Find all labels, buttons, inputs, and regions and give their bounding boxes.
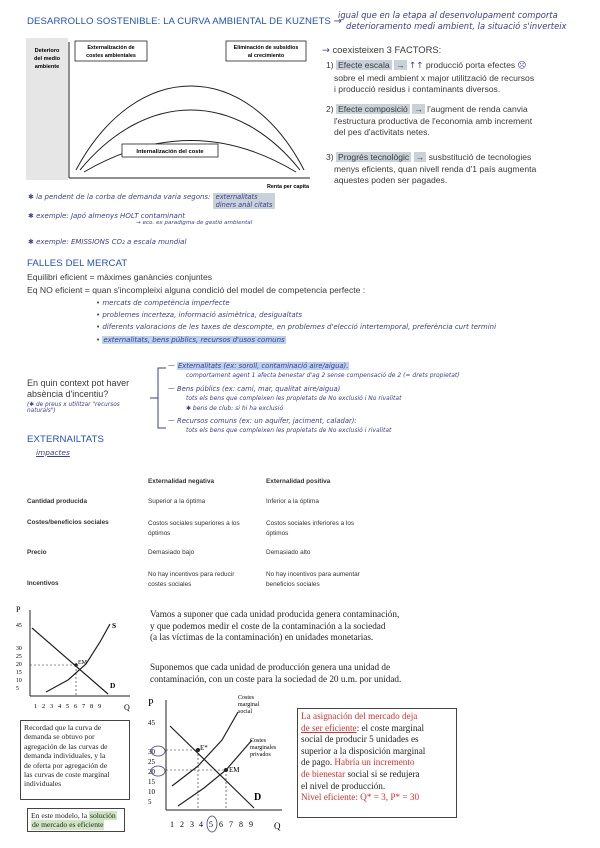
- market-bullets: [96, 297, 596, 346]
- graph-small-supply-line: [46, 624, 110, 692]
- graph-small-xtick: 1: [34, 703, 38, 710]
- externalities-handnote: impactes: [36, 448, 70, 457]
- kuznets-ylabel-3: ambiente: [34, 64, 60, 70]
- graph-small-ytick: 20: [16, 662, 22, 668]
- incentive-note: (✱ de preus x utilitzar "recursos naturals"): [27, 402, 120, 414]
- kuznets-ylabel-2: del medio: [33, 56, 61, 62]
- graph-small-xtick: 2: [42, 703, 46, 710]
- bullet-3: • externalitats, bens públics, recursos d'usos comuns: [96, 335, 285, 344]
- incentive-question: En quin context pot haver absència d'incentiu?: [27, 378, 130, 399]
- incentive-bracket: [146, 362, 170, 434]
- factor-2: 2) Efecte composició → l'augment de renda canvia l'estructura productiva de l'economia amb increment del pes d'activitats netes.: [326, 104, 533, 138]
- graph-small-xticks: [34, 703, 101, 710]
- example-paragraph-2: Suponemos que cada unidad de producción genera una unidad de contaminación, con un coste para la sociedad de 20 u.m. por unidad.: [150, 662, 402, 684]
- graph-small-xtick: 4: [58, 703, 62, 710]
- kuznets-box-left-text-2: costes ambientales: [86, 53, 136, 59]
- branch-public-goods: — Bens públics (ex: camí, mar, qualitat aire/aigua): [168, 384, 341, 393]
- factor-1-name: Efecte escala: [338, 60, 390, 70]
- graph-big-private-label: [250, 738, 277, 758]
- graph-big-xtick: 7: [229, 820, 233, 829]
- graph-small-xtick: 6: [74, 703, 78, 710]
- graph-big-xtick: 4: [199, 820, 203, 829]
- graph-big-ytick: 30: [148, 748, 155, 756]
- factor-1: 1) Efecte escala → ↑↑ producció porta efectes ☹ sobre el medi ambient x major utilització de recursos i producció residus i contaminants diversos.: [326, 60, 535, 95]
- graph-big-ytick: 20: [148, 768, 155, 776]
- svg-text:Costes: Costes: [250, 738, 267, 744]
- graph-big-xtick: 6: [219, 820, 223, 829]
- graph-big-xtick: 5: [209, 820, 213, 829]
- incentive-branches: — Externalitats (ex: soroll, contaminació aire/aigua). comportament agent 1 afecta benestar d'ag 2 sense compensació de 2 (= drets propietat) — Bens públics (ex: camí, mar, qualitat aire/aigua) tots els bens que compleixen les propietats de No exclusió i No rivalitat ✱ bens de club: si hi ha exclusió — Recursos comuns (ex: un aquífer, jaciment, caladar): tots els bens que compleixen les propietats de No exclusió i rivalitat: [168, 362, 588, 436]
- graph-small-ytick: 45: [16, 623, 22, 629]
- result-box: La asignación del mercado deja de ser eficiente: el coste marginal social de producir 5 unidades es superior a la disposición marginal de pago. Habría un incremento de bienestar social si se redujera el nivel de producción. Nivel eficiente: Q* = 3, P* = 30: [297, 708, 457, 818]
- graph-small-ytick: 15: [16, 670, 22, 676]
- kuznets-box-right-text-2: al crecimiento: [247, 53, 285, 59]
- graph-small-xtick: 7: [82, 703, 86, 710]
- graph-small-xtick: 3: [50, 703, 54, 710]
- graph-big-ytick: 25: [148, 758, 155, 766]
- graph-big-xtick: 2: [180, 820, 184, 829]
- graph-small-demand-line: [32, 628, 108, 694]
- handnote-japan: ✱ exemple: Japó almenys HOLT contaminant → eco. ex paradigma de gestió ambiental: [28, 212, 253, 226]
- graph-big-demand-line: [170, 726, 254, 808]
- handnote-co2: ✱ exemple: EMISSIONS CO₂ a escala mundial: [28, 238, 187, 246]
- externalities-title: EXTERNAILTATS: [27, 434, 104, 445]
- graph-small-p-label: P: [16, 605, 21, 614]
- svg-text:marginal: marginal: [238, 702, 260, 708]
- graph-small-d-label: D: [110, 681, 116, 690]
- sad-face-icon: ☹: [517, 61, 527, 71]
- graph-big-xtick: 8: [239, 820, 243, 829]
- model-note-box: En este modelo, la solución de mercado es eficiente: [27, 808, 125, 832]
- graph-big-ytick: 10: [148, 788, 155, 796]
- graph-big-em-point: [224, 768, 228, 772]
- branch-externalities: — Externalitats (ex: soroll, contaminació aire/aigua).: [168, 362, 349, 370]
- graph-small: [10, 602, 138, 714]
- svg-text:privados: privados: [250, 752, 271, 758]
- bullet-1: • problemes incerteza, informació asimètrica, desigualtats: [96, 311, 302, 320]
- graph-small-ytick: 30: [16, 646, 22, 652]
- bullet-2: • diferents valoracions de les taxes de descompte, en problemes d'elecció intertemporal, preferència curt termini: [96, 323, 497, 332]
- graph-small-ytick: 10: [16, 678, 22, 684]
- graph-big-yticks: [148, 719, 156, 806]
- header-handnote: igual que en la etapa al desenvolupament comporta deterioramento medi ambient, la situació s'inverteix: [338, 10, 567, 31]
- table-header-positive: Externalidad positiva: [266, 478, 331, 485]
- graph-small-ytick: 25: [16, 654, 22, 660]
- graph-big-xtick: 3: [190, 820, 194, 829]
- kuznets-xlabel: Renta per capita: [267, 184, 309, 190]
- graph-small-xtick: 5: [66, 703, 70, 710]
- graph-small-s-label: S: [112, 621, 117, 630]
- page-title: DESARROLLO SOSTENIBLE: LA CURVA AMBIENTAL DE KUZNETS →: [27, 16, 342, 27]
- graph-big-q-label: Q: [274, 821, 281, 831]
- factor-2-name: Efecte composició: [338, 104, 408, 114]
- market-title: FALLES DEL MERCAT: [27, 258, 128, 269]
- graph-big-em-label: EM: [229, 766, 240, 774]
- graph-small-xtick: 8: [90, 703, 94, 710]
- factors-intro: → coexisteixen 3 FACTORS:: [322, 44, 442, 56]
- bullet-0: • mercats de competència imperfecte: [96, 299, 230, 307]
- graph-small-q-label: Q: [124, 703, 130, 712]
- graph-big-d-label: D: [254, 792, 262, 803]
- graph-small-em-label: EM: [78, 660, 87, 666]
- table-header-negative: Externalidad negativa: [148, 478, 215, 485]
- graph-big: [142, 690, 292, 834]
- kuznets-chart: [26, 38, 316, 194]
- kuznets-box-bottom-text: Internalización del coste: [136, 149, 204, 155]
- demand-note-box: Recordad que la curva de demanda se obtuvo por agregación de las curvas de demanda individuales, y la de oferta por agregación de las curvas de coste marginal individuales: [20, 720, 130, 800]
- svg-text:Costes: Costes: [238, 695, 255, 701]
- kuznets-chart-svg: [26, 38, 316, 194]
- factor-3-name: Progrés tecnològic: [338, 152, 410, 162]
- graph-big-ytick: 15: [148, 778, 155, 786]
- kuznets-ylabel-1: Deterioro: [34, 48, 60, 54]
- market-line-2: Eq NO eficient = quan s'incompleixi alguna condició del model de competencia perfecte :: [27, 285, 366, 295]
- graph-big-estar-label: E*: [200, 744, 208, 752]
- graph-big-xtick: 1: [170, 820, 174, 829]
- svg-text:social: social: [238, 709, 252, 715]
- kuznets-box-left-text-1: Externalización de: [87, 45, 135, 51]
- example-paragraph-1: Vamos a suponer que cada unidad producida genera contaminación, y que podemos medir el coste de la contaminación a la sociedad (a las víctimas de la contaminación) en unidades monetarias.: [150, 609, 400, 643]
- branch-common-resources: — Recursos comuns (ex: un aquífer, jaciment, caladar):: [168, 417, 357, 426]
- svg-text:marginales: marginales: [250, 745, 277, 751]
- market-line-1: Equilibri eficient = màximes ganàncies conjuntes: [27, 272, 213, 282]
- graph-big-social-label: [238, 695, 260, 715]
- handnote-slope: ✱ la pendent de la corba de demanda varia segons: externalitats diners anàl citats: [28, 193, 275, 209]
- kuznets-box-right-text-1: Eliminación de subsidios: [233, 45, 299, 51]
- graph-big-ytick: 45: [148, 719, 155, 727]
- graph-small-ytick: 5: [16, 686, 19, 692]
- graph-big-xtick: 9: [249, 820, 253, 829]
- graph-big-p-label: P: [148, 698, 154, 709]
- graph-small-xtick: 9: [98, 703, 102, 710]
- graph-big-ytick: 5: [148, 798, 152, 806]
- factor-3: 3) Progrés tecnològic → susbstitució de tecnologies menys eficients, quan nivell renda d'1 país augmenta aquestes poden ser pagades.: [326, 152, 537, 186]
- graph-big-xticks: [170, 820, 253, 829]
